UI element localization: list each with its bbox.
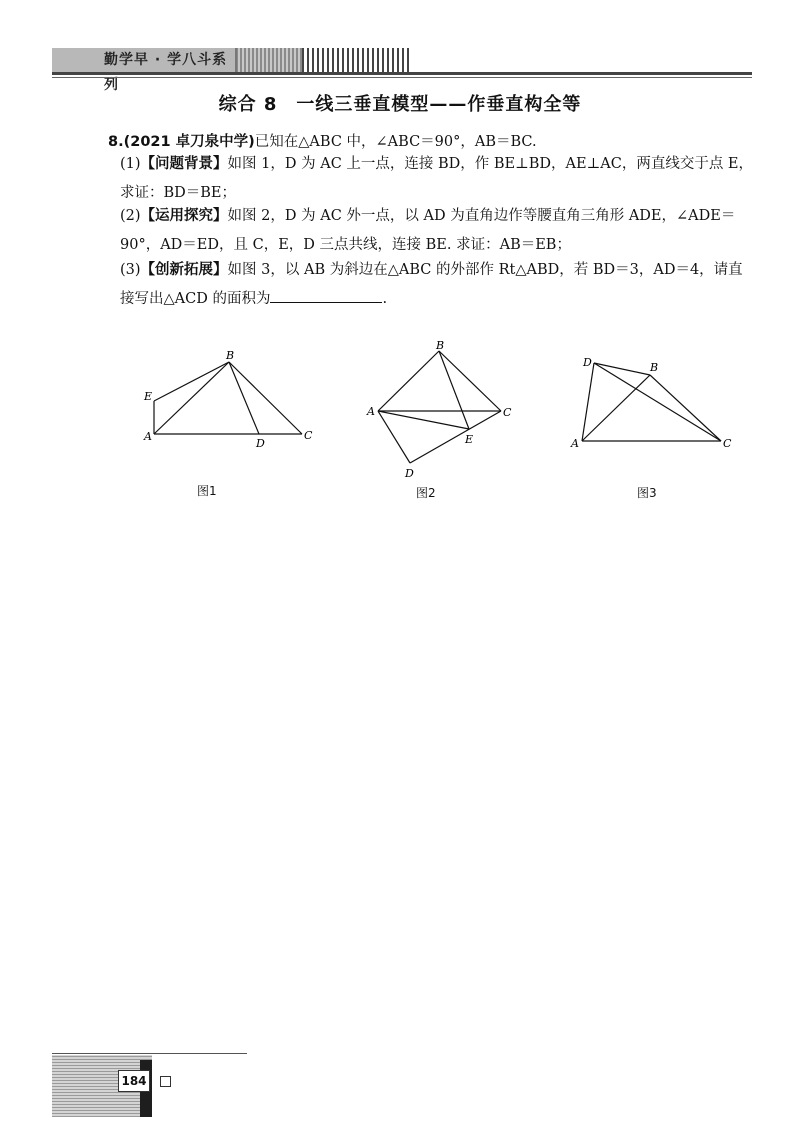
segment-ad bbox=[378, 411, 410, 463]
point-label: C bbox=[503, 406, 512, 419]
problem-text: 已知在△ABC 中，∠ABC＝90°，AB＝BC. bbox=[254, 134, 537, 150]
part-1-tag: 【问题背景】 bbox=[140, 156, 228, 172]
point-label: E bbox=[144, 390, 153, 403]
point-label: D bbox=[583, 356, 592, 369]
segment-bc bbox=[229, 362, 302, 434]
problem-number: 8. bbox=[108, 134, 124, 150]
part-2 bbox=[120, 202, 755, 260]
part-3-end: . bbox=[382, 291, 388, 307]
part-3-text: 如图 3，以 AB 为斜边在△ABC 的外部作 Rt△ABD，若 BD＝3，AD＝4，请直接写出△ACD 的面积为 bbox=[120, 262, 743, 307]
part-3 bbox=[120, 256, 755, 314]
header-stripes bbox=[302, 48, 412, 73]
part-2-tag: 【运用探究】 bbox=[140, 208, 228, 224]
part-3-tag: 【创新拓展】 bbox=[140, 262, 228, 278]
point-label: D bbox=[405, 467, 414, 480]
header-band bbox=[52, 48, 302, 93]
segment-ae bbox=[378, 411, 469, 429]
figure-2 bbox=[365, 335, 515, 485]
segment-bc bbox=[650, 375, 721, 441]
segment-db bbox=[594, 363, 650, 375]
answer-blank[interactable] bbox=[270, 288, 382, 303]
point-label: B bbox=[650, 361, 659, 374]
part-1-text: 如图 1，D 为 AC 上一点，连接 BD，作 BE⊥BD，AE⊥AC，两直线交于点 E，求证：BD＝BE； bbox=[120, 156, 754, 201]
part-2-text: 如图 2，D 为 AC 外一点，以 AD 为直角边作等腰直角三角形 ADE，∠ADE＝90°，AD＝ED，且 C，E，D 三点共线，连接 BE. 求证：AB＝EB； bbox=[120, 208, 736, 253]
point-label: A bbox=[367, 405, 375, 418]
part-1 bbox=[120, 150, 755, 208]
problem-source: (2021 卓刀泉中学) bbox=[123, 134, 255, 150]
point-label: A bbox=[144, 430, 152, 443]
segment-bd bbox=[229, 362, 259, 434]
segment-ab bbox=[154, 362, 229, 434]
segment-be bbox=[439, 351, 469, 429]
figure-2-caption: 图2 bbox=[416, 486, 436, 500]
page-number: 184 bbox=[118, 1070, 150, 1092]
segment-ba bbox=[378, 351, 439, 411]
point-label: B bbox=[436, 339, 445, 352]
figure-1 bbox=[140, 345, 320, 455]
segment-dc bbox=[410, 411, 501, 463]
segment-bc bbox=[439, 351, 501, 411]
part-2-label: (2) bbox=[120, 208, 141, 224]
point-label: C bbox=[723, 437, 732, 450]
figure-3-caption: 图3 bbox=[637, 486, 657, 500]
part-3-label: (3) bbox=[120, 262, 141, 278]
square-icon bbox=[160, 1076, 171, 1087]
header-rule-thin bbox=[52, 77, 752, 78]
point-label: A bbox=[571, 437, 579, 450]
header-rule bbox=[52, 72, 752, 75]
point-label: C bbox=[304, 429, 313, 442]
segment-ba bbox=[582, 375, 650, 441]
segment-dc bbox=[594, 363, 721, 441]
series-label: 勤学早 · 学八斗系列 bbox=[52, 48, 237, 73]
figure-1-caption: 图1 bbox=[197, 484, 217, 498]
point-label: D bbox=[256, 437, 265, 450]
point-label: E bbox=[465, 433, 474, 446]
part-1-label: (1) bbox=[120, 156, 141, 172]
section-title: 综合 8 一线三垂直模型——作垂直构全等 bbox=[218, 94, 582, 115]
figure-3 bbox=[567, 352, 742, 452]
point-label: B bbox=[226, 349, 235, 362]
footer-rule bbox=[52, 1053, 247, 1054]
segment-be bbox=[154, 362, 229, 401]
segment-da bbox=[582, 363, 594, 441]
